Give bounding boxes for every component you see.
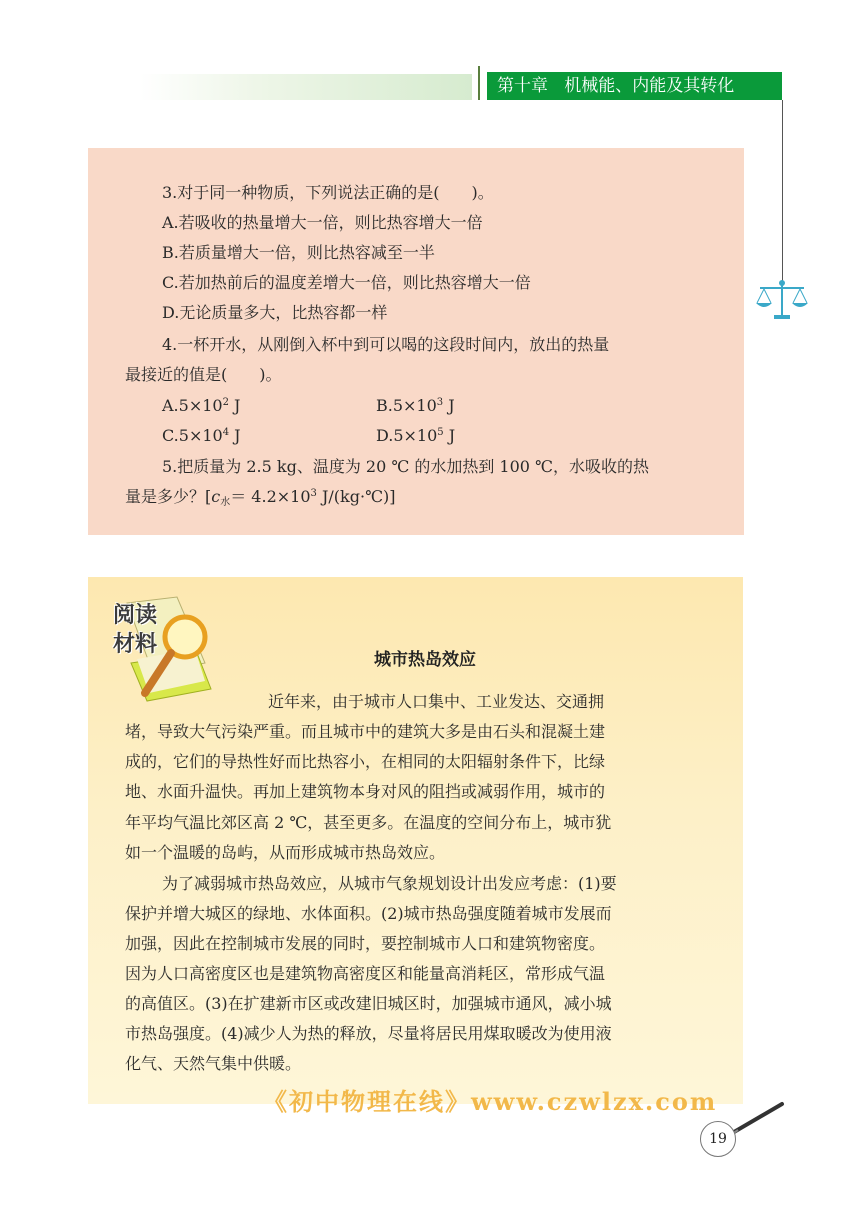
header-divider (478, 66, 480, 100)
q4-stem-line1: 4.一杯开水，从刚倒入杯中到可以喝的这段时间内，放出的热量 (162, 335, 610, 354)
reading-p2-line: 为了减弱城市热岛效应，从城市气象规划设计出发应考虑：(1)要 (162, 874, 617, 893)
q3-option-a: A.若吸收的热量增大一倍，则比热容增大一倍 (162, 213, 483, 232)
reading-p1-line: 成的，它们的导热性好而比热容小，在相同的太阳辐射条件下，比绿 (125, 752, 606, 771)
q4-option-a: $A.5\times 10^2$ J (162, 396, 241, 415)
q4-stem-line2: 最接近的值是( )。 (125, 365, 282, 384)
q5-line2: 量是多少？[$c_水= 4.2\times 10^3$ J/(kg·℃)] (125, 487, 396, 508)
reading-p2-line: 加强，因此在控制城市发展的同时，要控制城市人口和建筑物密度。 (125, 934, 606, 953)
page-number: 19 (700, 1121, 736, 1157)
reading-p2-line: 的高值区。(3)在扩建新市区或改建旧城区时，加强城市通风，减小城 (125, 994, 612, 1013)
reading-p1-line: 地、水面升温快。再加上建筑物本身对风的阻挡或减弱作用，城市的 (125, 782, 606, 801)
logo-text-line1: 阅读 (113, 603, 158, 628)
q3-option-c: C.若加热前后的温度差增大一倍，则比热容增大一倍 (162, 273, 531, 292)
q3-option-b: B.若质量增大一倍，则比热容减至一半 (162, 243, 435, 262)
reading-p2-line: 因为人口高密度区也是建筑物高密度区和能量高消耗区，常形成气温 (125, 964, 606, 983)
q3-stem: 3.对于同一种物质，下列说法正确的是( )。 (162, 183, 494, 202)
watermark: 《初中物理在线》www.czwlzx.com (263, 1087, 718, 1116)
pen-icon (728, 1098, 788, 1138)
reading-p1-line: 堵，导致大气污染严重。而且城市中的建筑大多是由石头和混凝土建 (125, 722, 606, 741)
reading-title: 城市热岛效应 (374, 650, 476, 670)
reading-p1-line: 年平均气温比郊区高 2 ℃，甚至更多。在温度的空间分布上，城市犹 (125, 813, 612, 832)
balance-scale-icon (754, 279, 810, 321)
reading-p2-line: 保护并增大城区的绿地、水体面积。(2)城市热岛强度随着城市发展而 (125, 904, 612, 923)
q5-line1: 5.把质量为 2.5 kg、温度为 20 ℃ 的水加热到 100 ℃，水吸收的热 (162, 457, 649, 476)
logo-text-line2: 材料 (113, 632, 158, 657)
reading-p2-line: 市热岛强度。(4)减少人为热的释放，尽量将居民用煤取暖改为使用液 (125, 1024, 612, 1043)
q4-option-b: $B.5\times 10^3$ J (376, 396, 455, 415)
header-gradient-bar (140, 74, 472, 100)
margin-line (782, 100, 783, 283)
q3-option-d: D.无论质量多大，比热容都一样 (162, 303, 388, 322)
reading-p1-line: 如一个温暖的岛屿，从而形成城市热岛效应。 (125, 843, 446, 862)
reading-p2-line: 化气、天然气集中供暖。 (125, 1054, 302, 1073)
q4-option-c: $C.5\times 10^4$ J (162, 426, 241, 445)
chapter-title: 第十章 机械能、内能及其转化 (487, 72, 782, 100)
q4-option-d: $D.5\times 10^5$ J (376, 426, 456, 445)
reading-p1-line: 近年来，由于城市人口集中、工业发达、交通拥 (268, 692, 605, 711)
